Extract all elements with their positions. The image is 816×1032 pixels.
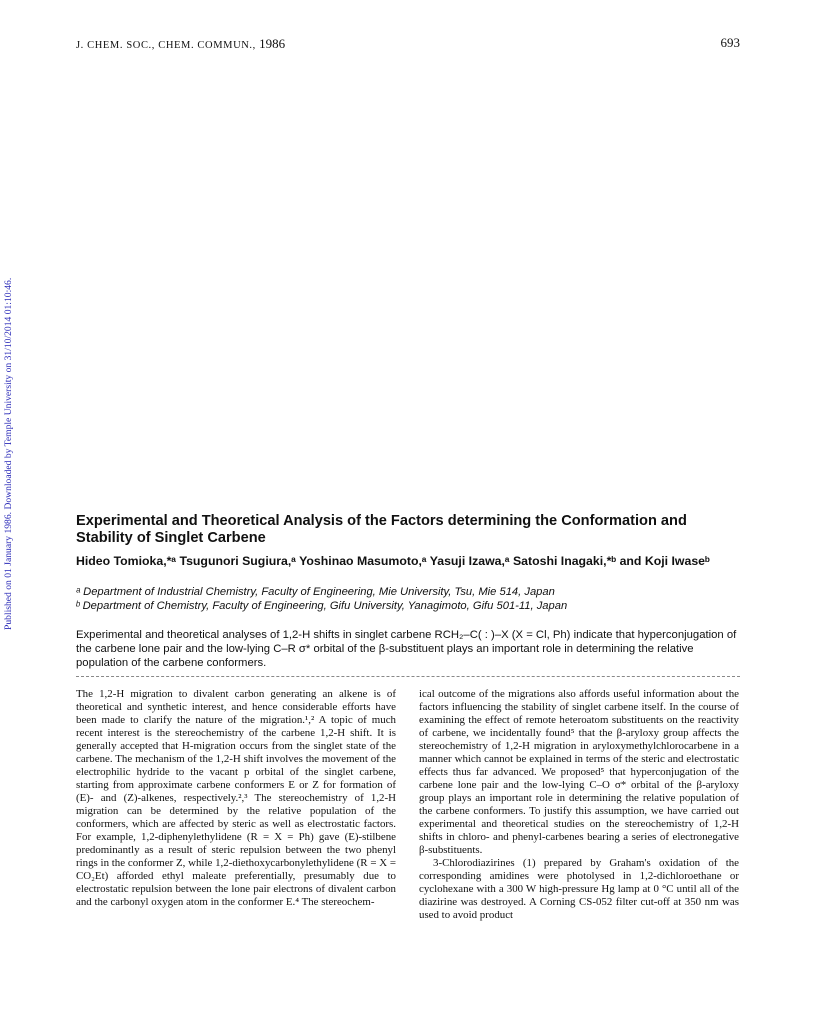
body-paragraph: The 1,2-H migration to divalent carbon generating an alkene is of theoretical and synthetic interest, and hence considerable efforts have been made to clarify the nature of the migration.¹,² A topic of much recent interest is the stereochemistry of the carbene 1,2-H shift. It is generally accepted that H-migration occurs from the singlet state of the carbene. The mechanism of the 1,2-H shift involves the movement of the electrophilic hydride to the vacant p orbital of the singlet carbene, starting from approximate carbene conformers E or Z for formation of (E)- and (Z)-alkenes, respectively.²,³ The stereochemistry of 1,2-H migration can be determined by the relative population of the conformers, which are affected by steric as well as electrostatic factors. For example, 1,2-diphenylethylidene (R = X = Ph) gave (E)-stilbene predominantly as a result of steric repulsion between the two phenyl rings in the conformer Z, while 1,2-diethoxycarbonylethylidene (R = X = CO₂Et) afforded ethyl maleate preferentially, presumably due to electrostatic repulsion between the lone pair electrons of divalent carbon and the carbonyl oxygen atom in the conformer E.⁴ The stereochem- bbox=[76, 688, 396, 908]
running-head bbox=[76, 36, 285, 52]
affiliation-a: ᵃ Department of Industrial Chemistry, Faculty of Engineering, Mie University, Tsu, Mie 514, Japan bbox=[76, 586, 555, 598]
journal-name: J. CHEM. SOC., CHEM. COMMUN., bbox=[76, 40, 260, 51]
journal-year: 1986 bbox=[259, 36, 286, 51]
author-list: Hideo Tomioka,*ᵃ Tsugunori Sugiura,ᵃ Yoshinao Masumoto,ᵃ Yasuji Izawa,ᵃ Satoshi Inagaki,*ᵇ and Koji Iwaseᵇ bbox=[76, 554, 710, 568]
body-paragraph: 3-Chlorodiazirines (1) prepared by Graham's oxidation of the corresponding amidines were photolysed in 1,2-dichloroethane or cyclohexane with a 300 W high-pressure Hg lamp at 0 °C until all of the diazirine was destroyed. A Corning CS-052 filter cut-off at 350 nm was used to avoid product bbox=[419, 857, 739, 921]
abstract: Experimental and theoretical analyses of 1,2-H shifts in singlet carbene RCH₂–C( : )–X (X = Cl, Ph) indicate that hyperconjugation of the carbene lone pair and the low-lying C–R σ* orbital of the β-substituent plays an important role in determining the relative population of the carbene conformers. bbox=[76, 629, 737, 669]
body-column-right bbox=[419, 688, 739, 922]
article-title: Experimental and Theoretical Analysis of the Factors determining the Conformation and Stability of Singlet Carbene bbox=[76, 513, 687, 546]
download-watermark bbox=[3, 210, 19, 630]
section-divider bbox=[76, 676, 740, 677]
affiliation-b: ᵇ Department of Chemistry, Faculty of Engineering, Gifu University, Yanagimoto, Gifu 501-11, Japan bbox=[76, 600, 568, 612]
body-paragraph: ical outcome of the migrations also affords useful information about the factors influencing the stability of singlet carbene itself. In the course of examining the effect of remote heteroatom substituents on the reactivity of carbene, we incidentally found⁵ that the β-aryloxy group affects the stereochemistry of 1,2-H migration in aryloxymethylchlorocarbene in a manner which cannot be explained in terms of the steric and electrostatic effects thus far advanced. We proposed⁵ that hyperconjugation of the carbene lone pair and the low-lying C–O σ* orbital of the β-aryloxy group plays an important role in determining the relative population of the carbene conformers. To justify this assumption, we have carried out experimental and theoretical studies on the stereochemistry of 1,2-H shifts in chloro- and phenyl-carbenes bearing a series of electronegative β-substituents. bbox=[419, 688, 739, 856]
download-watermark-text: Published on 01 January 1986. Downloaded by Temple University on 31/10/2014 01:10:46. bbox=[3, 277, 14, 630]
page-number: 693 bbox=[720, 35, 740, 50]
body-column-left bbox=[76, 688, 396, 909]
